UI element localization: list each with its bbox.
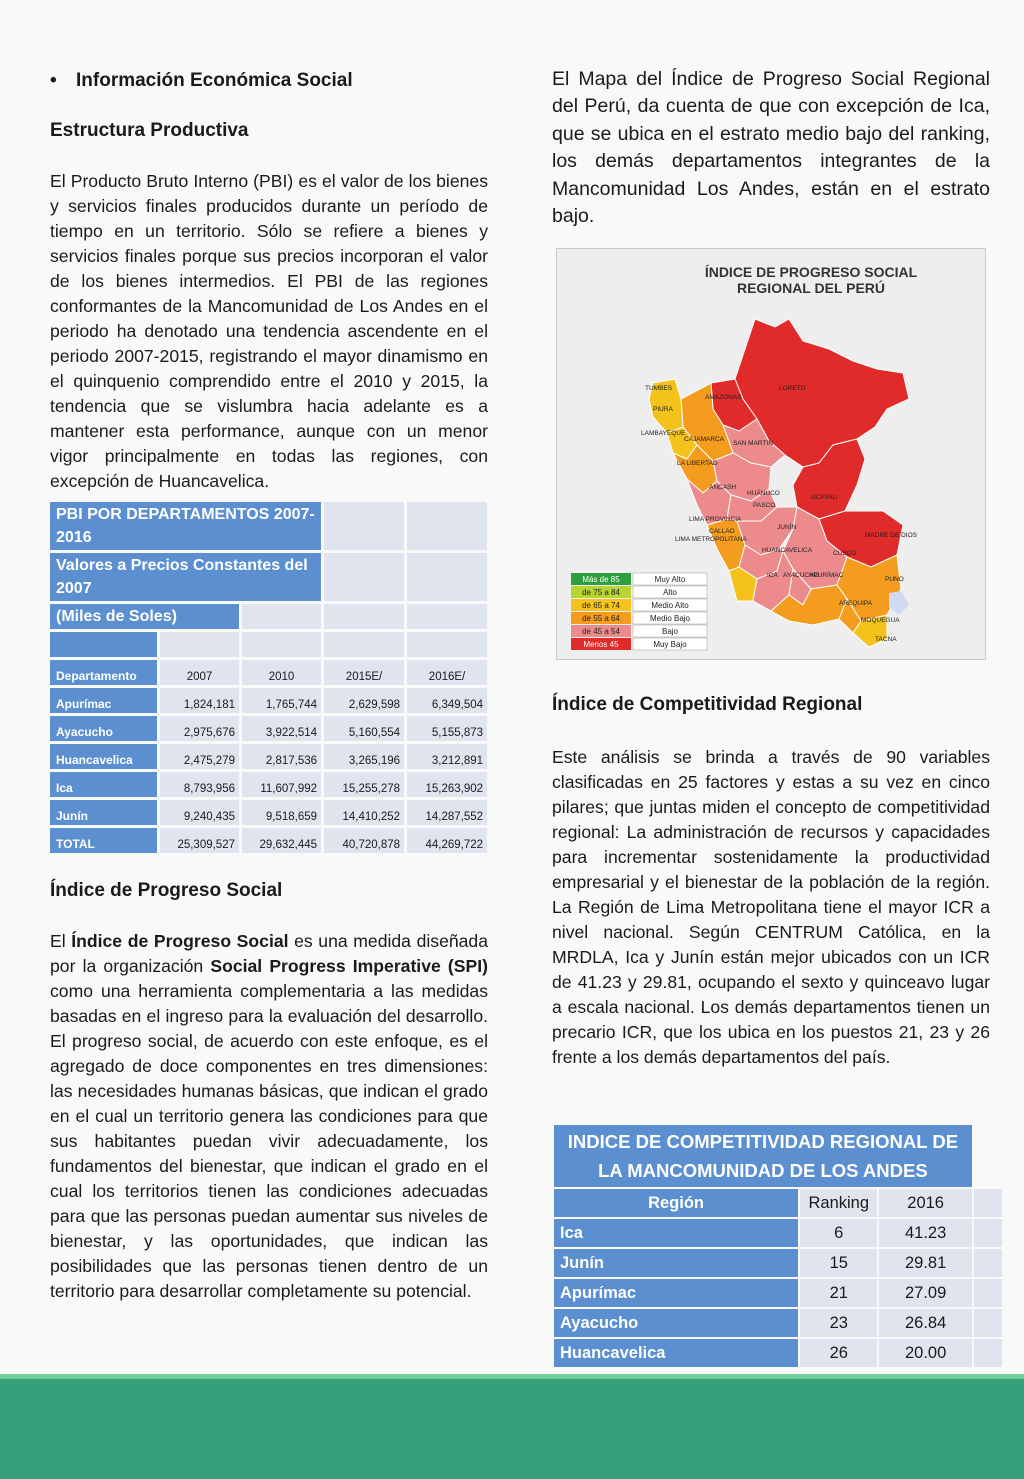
legend-label: Bajo — [661, 627, 679, 636]
icr-value: 41.23 — [879, 1219, 971, 1247]
peru-social-progress-map — [556, 248, 986, 660]
table-row — [50, 800, 487, 825]
pbi-cell: 8,793,956 — [160, 772, 239, 797]
icr-empty-cell — [974, 1189, 1002, 1217]
map-label: PUNO — [885, 576, 904, 583]
text-run: como una herramienta complementaria a las medidas basadas en el ingreso para la evaluación del desarrollo. El progreso social, de acuerdo con este enfoque, es el agregado de doce componentes en tres dimensiones: las necesidades humanas básicas, que indican el grado en el cual un territorio genera las condiciones para que sus habitantes puedan vivir adecuadamente, los fundamentos del bienestar, que indican el grado en el cual los territorios tienen las condiciones adecuadas para que las personas puedan aumentar sus niveles de bienestar, y las oportunidades, que indican las posibilidades que las personas tienen dentro de un territorio para desarrollar completamente su potencial. — [50, 981, 488, 1301]
icr-ranking: 23 — [800, 1309, 877, 1337]
pbi-empty-cell — [324, 502, 404, 550]
map-label: APURÍMAC — [809, 572, 844, 579]
table-row — [50, 772, 487, 797]
table-row — [554, 1219, 1002, 1247]
pbi-empty-cell — [407, 553, 487, 601]
map-label: PIURA — [653, 406, 673, 413]
pbi-row-label: Junín — [50, 800, 157, 825]
section-title-competitividad: Índice de Competitividad Regional — [552, 694, 863, 715]
map-graphic — [557, 249, 987, 661]
map-label: JUNÍN — [777, 524, 797, 531]
map-label: LIMA PROVINCIA — [689, 516, 742, 523]
table-row — [50, 716, 487, 741]
lake-titicaca — [889, 591, 909, 615]
legend-label: Muy Alto — [654, 575, 686, 584]
icr-ranking: 21 — [800, 1279, 877, 1307]
icr-region: Junín — [554, 1249, 798, 1277]
legend-label: Alto — [663, 588, 677, 597]
map-title-line1: ÍNDICE DE PROGRESO SOCIAL — [704, 264, 918, 280]
pbi-header-2010: 2010 — [242, 660, 321, 685]
section-title-estructura: Estructura Productiva — [50, 120, 249, 141]
icr-empty-cell — [974, 1339, 1002, 1367]
map-label: TACNA — [875, 636, 897, 643]
pbi-cell: 3,265,196 — [324, 744, 404, 769]
table-row — [50, 828, 487, 853]
pbi-cell: 5,160,554 — [324, 716, 404, 741]
map-legend — [571, 573, 707, 650]
paragraph-icr: Este análisis se brinda a través de 90 variables clasificadas en 25 factores y estas a su vez en cinco pilares; que juntas miden el concepto de competitividad regional: La administración de recursos y capacidades para incrementar sostenidamente la productividad empresarial y el bienestar de la población de la región. La Región de Lima Metropolitana tiene el mayor ICR a nivel nacional. Según CENTRUM Católica, en la MRDLA, Ica y Junín están mejor ubicados con un ICR de 41.23 y 29.81, ocupando el sexto y quinceavo lugar a escala nacional. Los demás departamentos tienen un precario ICR, que los ubica en los puestos 21, 23 y 26 frente a los demás departamentos del país. — [552, 747, 990, 1067]
paragraph-map-intro: El Mapa del Índice de Progreso Social Regional del Perú, da cuenta de que con excepción de Ica, que se ubica en el estrato medio bajo del ranking, los demás departamentos integrantes de la Mancomunidad Los Andes, están en el estrato bajo. — [552, 68, 990, 228]
icr-value: 29.81 — [879, 1249, 971, 1277]
legend-range: de 65 a 74 — [582, 601, 620, 610]
pbi-header-2007: 2007 — [160, 660, 239, 685]
icr-empty-cell — [974, 1249, 1002, 1277]
legend-label: Muy Bajo — [653, 640, 687, 649]
map-label: ANCASH — [709, 484, 737, 491]
pbi-cell: 2,817,536 — [242, 744, 321, 769]
pbi-empty-cell — [407, 604, 487, 629]
icr-region: Huancavelica — [554, 1339, 798, 1367]
icr-value: 27.09 — [879, 1279, 971, 1307]
icr-ranking: 15 — [800, 1249, 877, 1277]
table-row — [554, 1279, 1002, 1307]
table-row — [554, 1249, 1002, 1277]
pbi-cell: 14,287,552 — [407, 800, 487, 825]
pbi-empty-cell — [324, 553, 404, 601]
icr-empty-cell — [974, 1125, 1002, 1187]
legend-range: Menos 45 — [583, 640, 619, 649]
map-label: TUMBES — [645, 385, 673, 392]
table-row — [554, 1309, 1002, 1337]
table-row — [50, 688, 487, 713]
icr-header-ranking: Ranking — [800, 1189, 877, 1217]
pbi-cell: 9,240,435 — [160, 800, 239, 825]
pbi-cell: 1,824,181 — [160, 688, 239, 713]
pbi-empty-cell — [50, 632, 157, 657]
table-row — [554, 1339, 1002, 1367]
text-run: es una medida diseñada por la organización — [50, 931, 488, 976]
pbi-cell: 15,255,278 — [324, 772, 404, 797]
pbi-cell: 1,765,744 — [242, 688, 321, 713]
right-column-lower — [552, 694, 990, 1070]
icr-region: Ica — [554, 1219, 798, 1247]
pbi-table-unit: (Miles de Soles) — [50, 604, 239, 629]
icr-empty-cell — [974, 1279, 1002, 1307]
pbi-row-label: Ica — [50, 772, 157, 797]
legend-label: Medio Bajo — [649, 614, 691, 623]
text-run: El — [50, 931, 72, 951]
pbi-empty-cell — [324, 632, 404, 657]
icr-region: Ayacucho — [554, 1309, 798, 1337]
pbi-row-label: Ayacucho — [50, 716, 157, 741]
map-label: LA LIBERTAD — [677, 460, 718, 467]
map-label: CALLAO — [709, 528, 735, 535]
map-label: AMAZONAS — [705, 394, 742, 401]
pbi-empty-cell — [407, 502, 487, 550]
icr-ranking: 6 — [800, 1219, 877, 1247]
section-title-progreso: Índice de Progreso Social — [50, 880, 283, 901]
pbi-row-label: Apurímac — [50, 688, 157, 713]
legend-range: Más de 85 — [582, 575, 620, 584]
map-label: LORETO — [779, 385, 806, 392]
map-title-line2: REGIONAL DEL PERÚ — [736, 280, 886, 296]
pbi-table-title: PBI POR DEPARTAMENTOS 2007-2016 — [50, 502, 321, 550]
legend-range: de 45 a 54 — [582, 627, 620, 636]
text-bold: Índice de Progreso Social — [71, 931, 289, 951]
icr-value: 20.00 — [879, 1339, 971, 1367]
pbi-cell: 2,629,598 — [324, 688, 404, 713]
right-column — [552, 66, 990, 230]
map-label: HUÁNUCO — [747, 490, 780, 497]
pbi-cell: 2,975,676 — [160, 716, 239, 741]
legend-label: Medio Alto — [651, 601, 689, 610]
map-label: PASCO — [753, 502, 776, 509]
icr-table-title: INDICE DE COMPETITIVIDAD REGIONAL DE LA MANCOMUNIDAD DE LOS ANDES — [554, 1125, 972, 1187]
icr-region: Apurímac — [554, 1279, 798, 1307]
map-label: SAN MARTIN — [733, 440, 773, 447]
pbi-cell: 44,269,722 — [407, 828, 487, 853]
icr-header-region: Región — [554, 1189, 798, 1217]
pbi-header-2015: 2015E/ — [324, 660, 404, 685]
pbi-cell: 2,475,279 — [160, 744, 239, 769]
pbi-empty-cell — [242, 632, 321, 657]
table-row — [50, 744, 487, 769]
pbi-cell: 5,155,873 — [407, 716, 487, 741]
legend-range: de 75 a 84 — [582, 588, 620, 597]
map-label: UCAYALI — [811, 494, 838, 501]
pbi-cell: 14,410,252 — [324, 800, 404, 825]
pbi-empty-cell — [324, 604, 404, 629]
pbi-empty-cell — [242, 604, 321, 629]
pbi-row-label: TOTAL — [50, 828, 157, 853]
paragraph-ips — [50, 929, 488, 1304]
pbi-table-subtitle: Valores a Precios Constantes del 2007 — [50, 553, 321, 601]
pbi-cell: 25,309,527 — [160, 828, 239, 853]
pbi-cell: 9,518,659 — [242, 800, 321, 825]
pbi-cell: 29,632,445 — [242, 828, 321, 853]
map-label: MADRE DE DIOS — [865, 532, 918, 539]
icr-table — [552, 1123, 1004, 1369]
footer-band — [0, 1374, 1024, 1479]
legend-range: de 55 a 64 — [582, 614, 620, 623]
main-heading: • Información Económica Social — [50, 70, 488, 92]
pbi-header-2016: 2016E/ — [407, 660, 487, 685]
pbi-cell: 3,212,891 — [407, 744, 487, 769]
pbi-cell: 15,263,902 — [407, 772, 487, 797]
icr-ranking: 26 — [800, 1339, 877, 1367]
icr-header-2016: 2016 — [879, 1189, 971, 1217]
map-label: CUSCO — [833, 550, 857, 557]
map-label: AREQUIPA — [839, 600, 873, 607]
map-label: ICA — [767, 572, 778, 579]
icr-empty-cell — [974, 1309, 1002, 1337]
pbi-empty-cell — [407, 632, 487, 657]
map-label: CAJAMARCA — [684, 436, 725, 443]
pbi-row-label: Huancavelica — [50, 744, 157, 769]
pbi-table — [47, 499, 490, 856]
paragraph-pbi: El Producto Bruto Interno (PBI) es el valor de los bienes y servicios finales producidos durante un período de tiempo en un territorio. Sólo se refiere a bienes y servicios finales porque sus precios incorporan el valor de los bienes intermedios. El PBI de las regiones conformantes de la Mancomunidad de Los Andes en el periodo ha denotado una tendencia ascendente en el periodo 2007-2015, registrando el mayor dinamismo en el quinquenio comprendido entre el 2010 y 2015, la tendencia que se vislumbra hacia adelante es a mantener esta performance, aunque con un menor vigor principalmente en todas las regiones, con excepción de Huancavelica. — [50, 171, 488, 491]
left-column — [50, 66, 488, 1304]
map-label: LAMBAYEQUE — [641, 430, 686, 437]
pbi-empty-cell — [160, 632, 239, 657]
map-label: AYACUCHO — [783, 572, 819, 579]
map-label: MOQUEGUA — [861, 617, 900, 624]
icr-value: 26.84 — [879, 1309, 971, 1337]
pbi-cell: 3,922,514 — [242, 716, 321, 741]
pbi-cell: 6,349,504 — [407, 688, 487, 713]
map-label: HUANCAVELICA — [762, 547, 813, 554]
icr-empty-cell — [974, 1219, 1002, 1247]
pbi-header-departamento: Departamento — [50, 660, 157, 685]
text-bold: Social Progress Imperative (SPI) — [210, 956, 488, 976]
pbi-cell: 40,720,878 — [324, 828, 404, 853]
pbi-cell: 11,607,992 — [242, 772, 321, 797]
map-label: LIMA METROPOLITANA — [675, 536, 747, 543]
